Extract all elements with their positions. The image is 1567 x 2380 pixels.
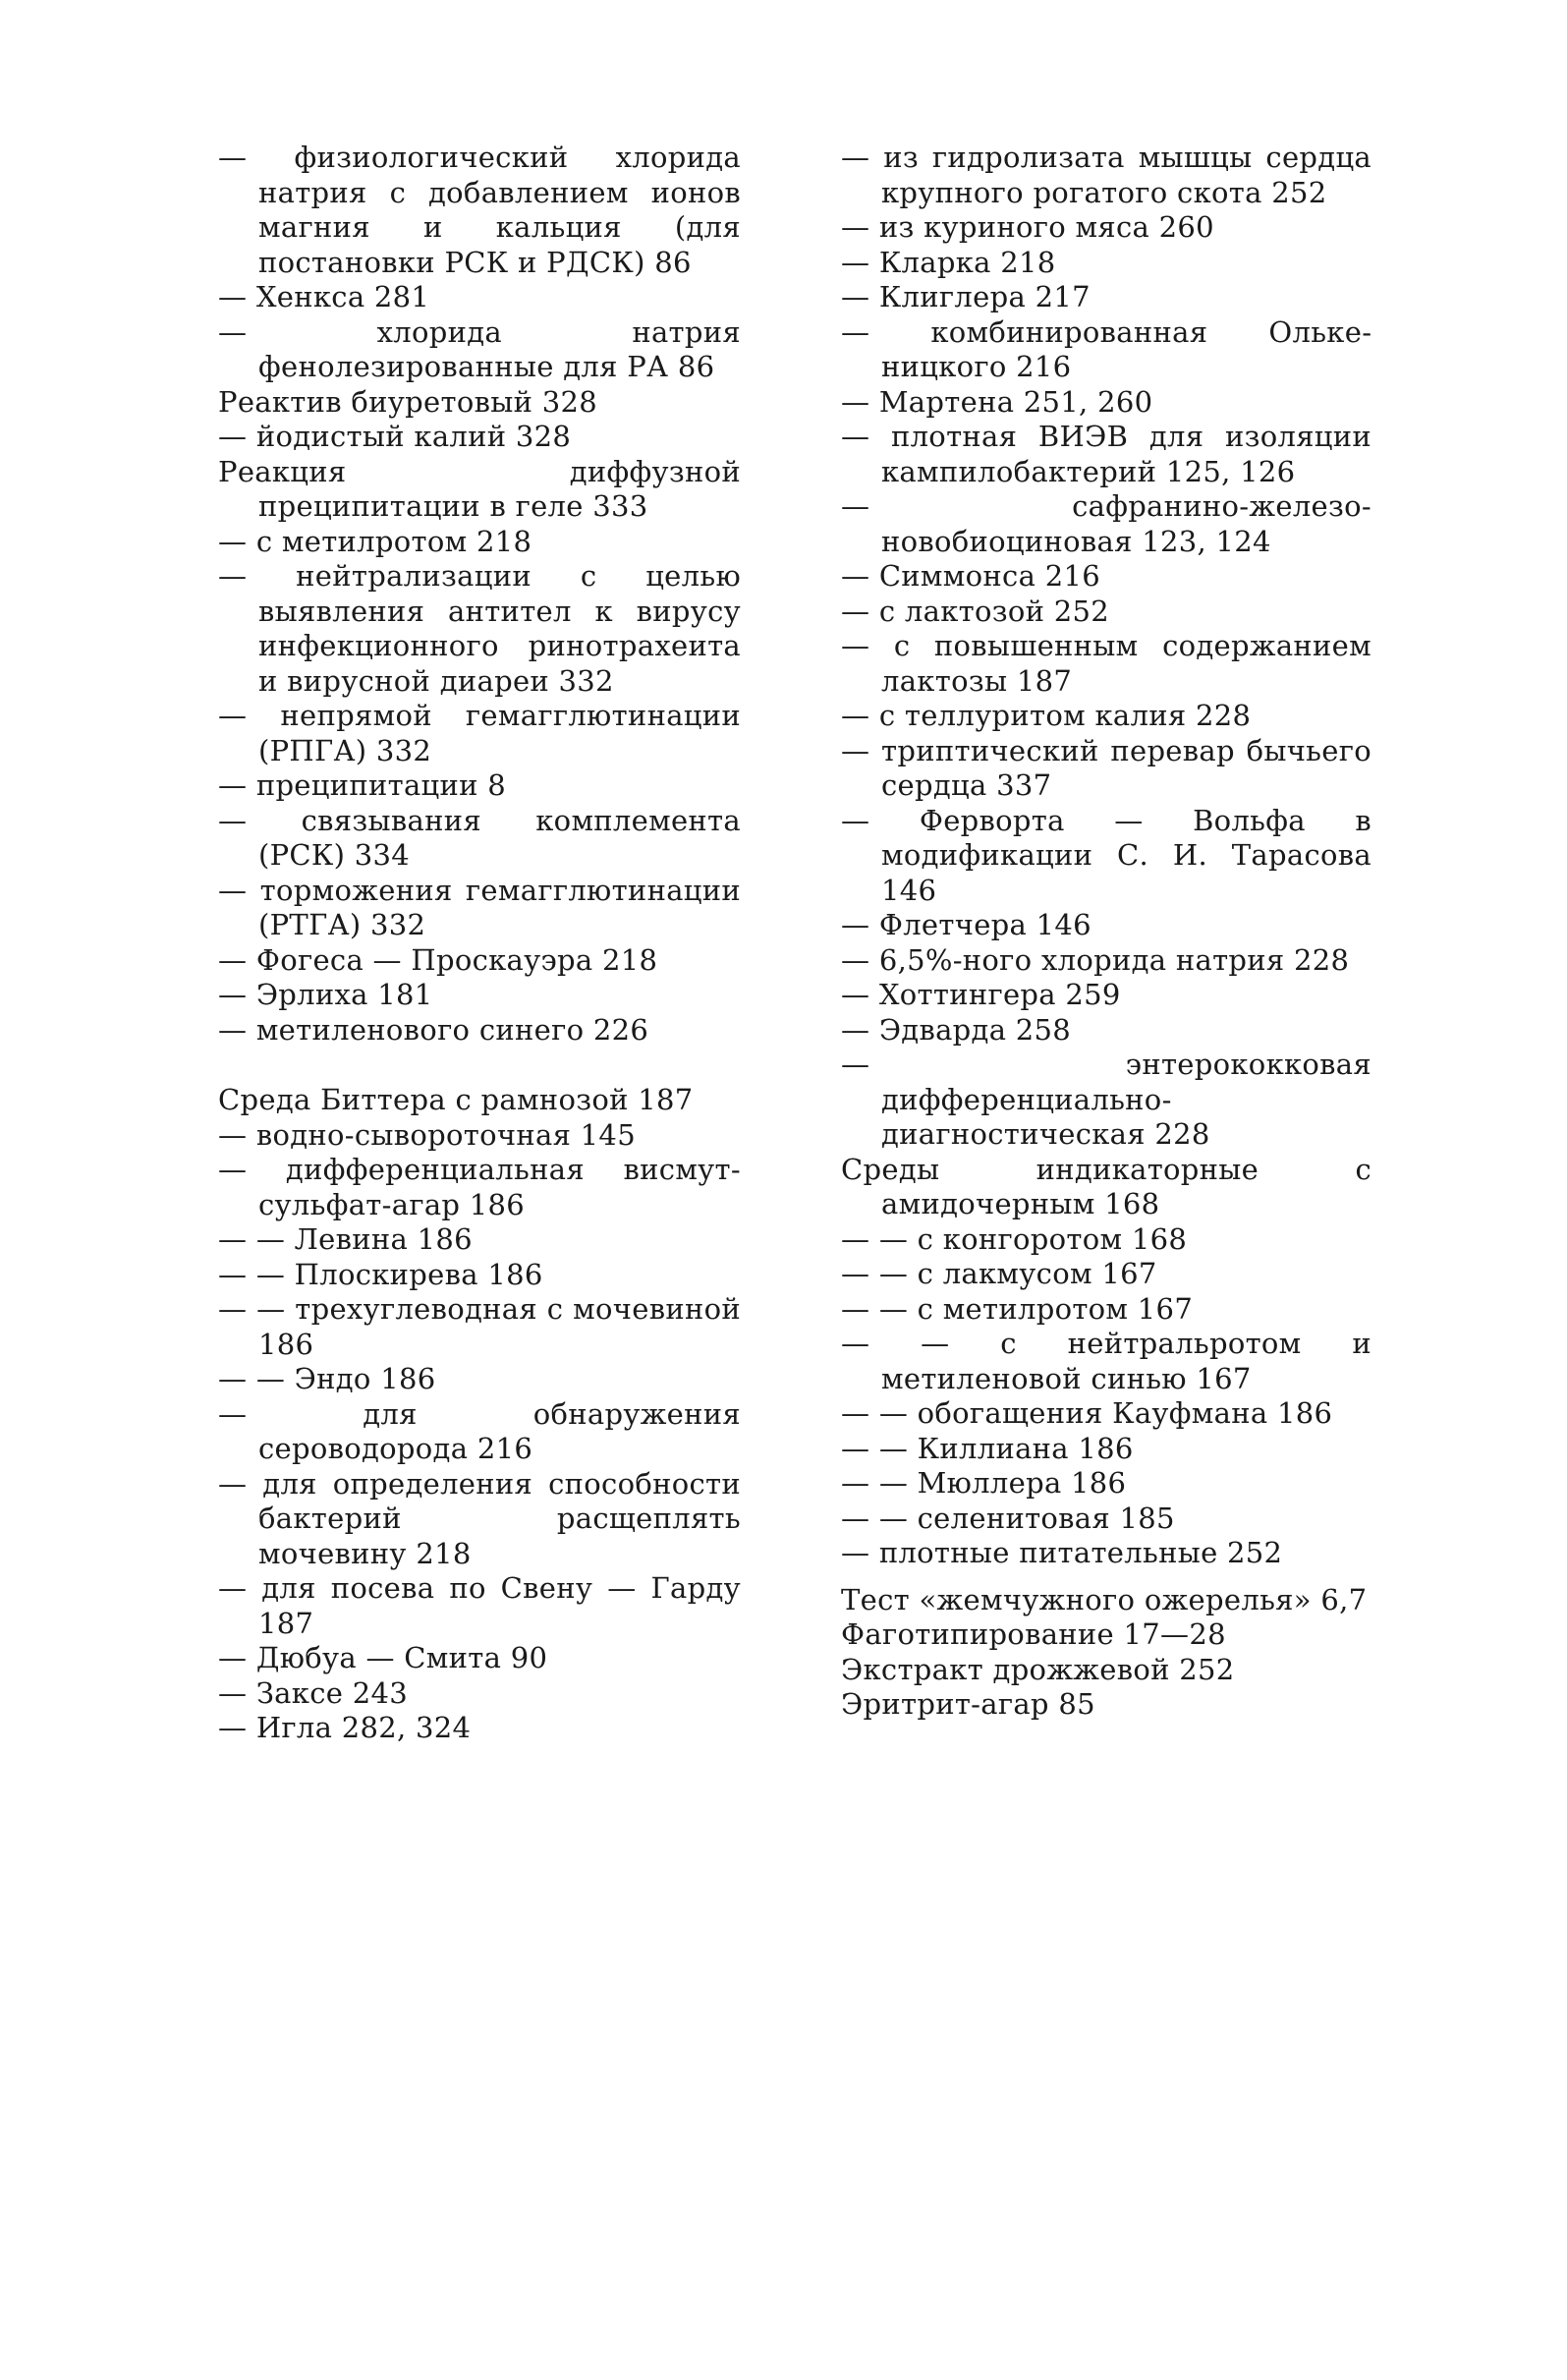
index-entry: — с лактозой 252 <box>841 594 1109 628</box>
index-entry: — 6,5%-ного хлорида натрия 228 <box>841 942 1350 977</box>
index-entry: — для посева по Свену — Гарду 187 <box>218 1571 741 1640</box>
index-entry: — преципитации 8 <box>218 768 507 802</box>
index-entry: Тест «жемчужного ожерелья» 6,7 <box>841 1582 1368 1616</box>
index-entry: — с повышенным содержанием лактозы 187 <box>841 629 1371 698</box>
index-entry: — водно-сывороточная 145 <box>218 1117 636 1152</box>
index-entry: — с теллуритом калия 228 <box>841 699 1252 732</box>
index-entry: — энтерококковая дифференциально-диагностическая 228 <box>841 1048 1371 1151</box>
index-entry: — хлорида натрия фенолезированные для РА 86 <box>218 314 741 383</box>
index-entry: — Клиглера 217 <box>841 280 1091 313</box>
index-entry: — — Левина 186 <box>218 1222 473 1256</box>
index-entry: Среды индикаторные с амидочерным 168 <box>841 1152 1371 1220</box>
index-entry: — Фогеса — Проскауэра 218 <box>218 942 658 977</box>
index-entry: — Заксе 243 <box>218 1675 408 1710</box>
index-entry: Экстракт дрожжевой 252 <box>841 1652 1235 1686</box>
right-group-misc <box>841 1583 1371 1723</box>
index-entry: — — с нейтральротом и метиленовой синью 167 <box>841 1327 1371 1395</box>
index-entry: — непрямой гемагглютинации (РПГА) 332 <box>218 699 741 767</box>
index-entry: — Симмонса 216 <box>841 559 1100 593</box>
index-entry: — — Киллиана 186 <box>841 1431 1134 1465</box>
index-entry: — йодистый калий 328 <box>218 420 572 453</box>
index-entry: — Флетчера 146 <box>841 908 1091 941</box>
index-entry: — Кларка 218 <box>841 245 1056 279</box>
section-gap <box>841 1571 1371 1583</box>
index-entry: Реакция диффузной преципитации в геле 333 <box>218 454 741 523</box>
index-entry: — сафранино-железо-новобиоциновая 123, 124 <box>841 489 1371 558</box>
index-entry: — дифференциальная висмут-сульфат-агар 186 <box>218 1153 741 1221</box>
index-entry: — Хоттингера 259 <box>841 978 1121 1011</box>
index-entry: — из гидролизата мышцы сердца крупного рогатого скота 252 <box>841 141 1371 209</box>
section-gap <box>218 1048 741 1083</box>
index-entry: — Эдварда 258 <box>841 1012 1072 1047</box>
index-entry: — Дюбуа — Смита 90 <box>218 1641 548 1674</box>
index-entry: — для определения способности бактерий расщеплять мочевину 218 <box>218 1466 741 1570</box>
index-entry: — нейтрализации с целью выявления антител к вирусу инфекционного ринотрахеита и вирусной диареи 332 <box>218 559 741 698</box>
index-entry: Фаготипирование 17—28 <box>841 1617 1226 1651</box>
index-entry: — — Плоскирева 186 <box>218 1257 543 1291</box>
index-entry: — Ферворта — Вольфа в модификации С. И. Тарасова 146 <box>841 803 1371 907</box>
index-entry: — Игла 282, 324 <box>218 1711 472 1744</box>
index-entry: — для обнаружения сероводорода 216 <box>218 1396 741 1465</box>
index-entry: — — трехуглеводная с мочевиной 186 <box>218 1292 741 1361</box>
index-entry: — Мартена 251, 260 <box>841 384 1153 419</box>
index-entry: — — с конгоротом 168 <box>841 1221 1188 1256</box>
left-index-column <box>218 141 741 1746</box>
index-entry: — Хенкса 281 <box>218 280 430 313</box>
right-index-column <box>841 141 1371 1723</box>
index-entry: — — с метилротом 167 <box>841 1291 1194 1326</box>
index-entry: — — Мюллера 186 <box>841 1466 1127 1500</box>
index-entry: — физиологический хлорида натрия с добавлением ионов магния и кальция (для постановки РСК и РДСК) 86 <box>218 141 741 279</box>
left-group-media <box>218 1083 741 1746</box>
index-entry: — Эрлиха 181 <box>218 978 433 1011</box>
index-entry: — — Эндо 186 <box>218 1362 436 1395</box>
index-entry: — с метилротом 218 <box>218 524 532 558</box>
index-entry: — торможения гемагглютинации (РТГА) 332 <box>218 873 741 941</box>
index-entry: — связывания комплемента (РСК) 334 <box>218 803 741 872</box>
right-group-media <box>841 141 1371 1571</box>
index-entry: — метиленового синего 226 <box>218 1012 649 1047</box>
index-entry: — — обогащения Кауфмана 186 <box>841 1396 1333 1430</box>
index-entry: — комбинированная Олькеницкого 216 <box>841 314 1371 383</box>
index-entry: — плотная ВИЭВ для изоляции кампилобактерий 125, 126 <box>841 420 1371 488</box>
index-entry: — из куриного мяса 260 <box>841 210 1214 244</box>
index-entry: Эритрит-агар 85 <box>841 1687 1095 1721</box>
index-entry: — плотные питательные 252 <box>841 1536 1283 1569</box>
index-entry: Среда Биттера с рамнозой 187 <box>218 1083 694 1116</box>
index-entry: — — с лакмусом 167 <box>841 1257 1157 1290</box>
index-entry: Реактив биуретовый 328 <box>218 384 597 419</box>
index-entry: — триптический перевар бычьего сердца 337 <box>841 733 1371 802</box>
left-group-reactions <box>218 141 741 1048</box>
index-entry: — — селенитовая 185 <box>841 1501 1175 1535</box>
